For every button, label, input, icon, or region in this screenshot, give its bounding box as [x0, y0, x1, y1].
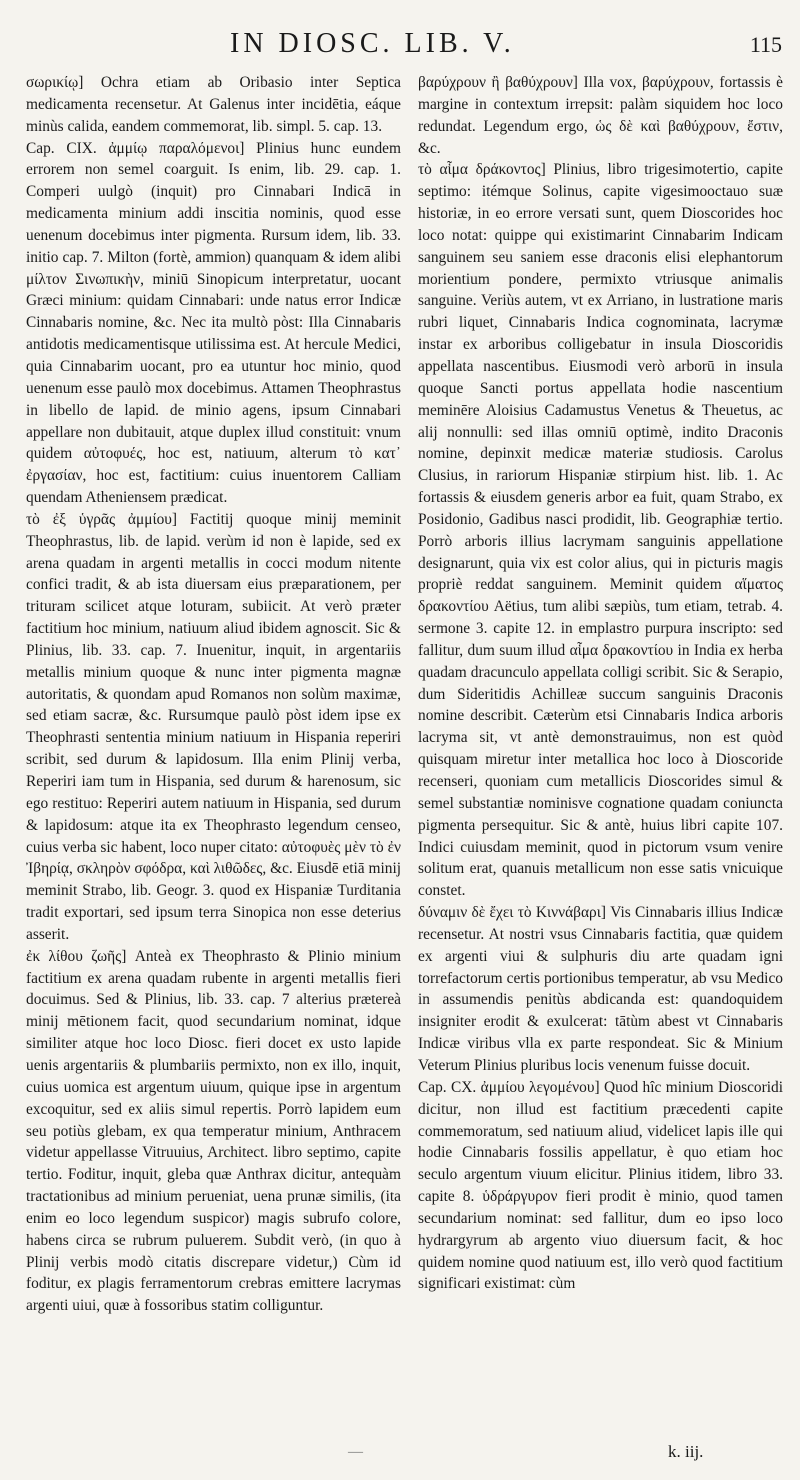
paragraph: Cap. CX. ἀμμίου λεγομένου] Quod hîc minium Dioscoridi dicitur, non illud est factitium præcedenti capite commemoratum, sed natiuum aliud, videlicet lapis ille qui hodie Cinnabaris fossilis appellatur, è quo etiam hoc seculo argentum viuum elicitur. Plinius itidem, libro 33. capite 8. ὑδράργυρον fieri prodit è minio, quod tamen secundarium nominat: sed fallitur, dum eo ipso loco hydrargyrum ab argento viuo diuersum facit, & hoc quidem nomine quod natiuum est, illo verò quod factitium significari existimat: cùm [418, 1078, 783, 1293]
footer-mark: — [348, 1444, 363, 1460]
signature-mark: k. iij. [668, 1442, 704, 1461]
paragraph: βαρύχρουν ἢ βαθύχρουν] Illa vox, βαρύχρουν, fortassis è margine in contextum irrepsit: palàm siquidem hoc loco redundat. Legendum ergo, ὡς δὲ καὶ βαθύχρουν, ἔστιν, &c. [418, 74, 783, 157]
running-head [0, 22, 800, 62]
column-gutter [408, 70, 409, 1430]
page-number: 115 [749, 32, 782, 57]
paragraph: ἐκ λίθου ζωῆς] Anteà ex Theophrasto & Plinio minium factitium ex arena quadam rubente in argenti metallis fieri docuimus. Sed & Plinius, lib. 33. cap. 7 alterius prætereà minij mētionem facit, quod secundarium nominat, idque similiter atque hoc loco Diosc. fieri docet ex usto lapide uenis argentariis & plumbariis permixto, non ex illo, inquit, cuius uomica est argentum uiuum, quique ipse in argentum excoquitur, sed ex aliis simul repertis. Porrò lapidem eum seu potiùs glebam, ex qua temperatur minium, Anthracem videtur appellasse Vitruuius, Architect. libro septimo, capite tertio. Foditur, inquit, gleba quæ Anthrax dicitur, antequàm tractationibus ad minium perueniat, uena prunæ similis, (ita enim eo loco legendum suspicor) magis subrufo colore, habens circa se rubrum puluerem. Subdit verò, (in quo à Plinij verbis modò citatis discrepare videtur,) Cùm id foditur, ex plagis ferramentorum crebras emittere lacrymas argenti uiui, quæ à fossoribus statim colliguntur. [26, 947, 401, 1315]
right-column [418, 72, 783, 1295]
left-column [26, 72, 401, 1317]
running-title: IN DIOSC. LIB. V. [230, 28, 515, 59]
paragraph: Cap. CIX. ἀμμίῳ παραλόμενοι] Plinius hunc eundem errorem non semel coarguit. Is enim, lib. 29. cap. 1. Comperi uulgò (inquit) pro Cinnabari Indicā in medicamenta minium addi inscitia nominis, quod esse uenenum docebimus inter pigmenta. Rursum idem, lib. 33. initio cap. 7. Milton (fortè, ammion) quanquam & idem alibi μίλτον Σινωπικὴν, miniū Sinopicum interpretatur, uocant Græci minium: quidam Cinnabari: unde natus error Indicæ Cinnabaris nomine, &c. Nec ita multò pòst: Illa Cinnabaris antidotis medicamentisque utilissima est. At hercule Medici, quia Cinnabarim uocant, pro ea utuntur hoc minio, quod uenenum esse paulò mox docebimus. Attamen Theophrastus in libello de lapid. de minio agens, ipsum Cinnabari appellare non dubitauit, atque duplex illud constituit: vnum quidem αὐτοφυές, hoc est, natiuum, alterum τὸ κατ᾽ ἐργασίαν, hoc est, factitium: cuius inuentorem Calliam quendam Atheniensem prædicat. [26, 139, 401, 507]
paragraph: σωρικίῳ] Ochra etiam ab Oribasio inter Septica medicamenta recensetur. At Galenus inter incidētia, eáque minùs calida, eandem commemorat, lib. simpl. 5. cap. 13. [26, 74, 401, 135]
paragraph: τὸ αἷμα δράκοντος] Plinius, libro trigesimotertio, capite septimo: itémque Solinus, capite vigesimooctauo suæ historiæ, in eo errore versati sunt, quem Dioscorides hoc loco notat: quippe qui existimarint Cinnabarim Indicam sanguinem seu saniem esse draconis elisi elephantorum morientium pondere, permixto vtriusque animalis sanguine. Veriùs autem, vt ex Arriano, in lustratione maris rubri liquet, Cinnabaris Indica cognominata, lacrymæ instar ex arboribus colligebatur in insula Dioscoridis appellata nascentibus. Eiusmodi verò arborū in insula quoque Sancti portus appellata hodie nascentium meminēre Aloisius Cadamustus Venetus & Theuetus, ac alij nonnulli: sed illas omniū optimè, indito Draconis nomine, depinxit medicæ materiæ studiosis. Carolus Clusius, in rariorum Hispaniæ stirpium hist. lib. 1. Ac fortassis & eiusdem generis arbor ea fuit, quam Strabo, ex Posidonio, Gadibus nasci prodidit, lib. Geographiæ tertio. Porrò arboris illius lacrymam sanguinis appellatione designarunt, quia vix est color alius, qui in picturis magis propriè reddat sanguinem. Meminit quidem αἵματος δρακοντίου Aëtius, tum alibi sæpiùs, tum etiam, tetrab. 4. sermone 3. capite 12. in emplastro purpura inscripto: sed fallitur, dum suum illud αἷμα δρακοντίου in India ex herba quadam dracunculo appellata colligi scribit. Sic & Serapio, dum Sideritidis Achilleæ succum sanguinis Draconis nomine describit. Cæterùm etsi Cinnabaris Indica arboris lacryma sit, vt antè demonstrauimus, non est quòd quisquam miretur inter metallica hoc loco à Dioscoride recenseri, quoniam cum metallicis Dioscorides simul & semel substantiæ nominisve cognatione quadam coniuncta pigmenta persequitur. Sic & antè, huius libri capite 107. Indici cuiusdam meminit, quod in pictorum vsum venire solitum erat, quanuis metallicum non esse satis vnicuique constet. [418, 161, 783, 900]
paragraph: δύναμιν δὲ ἔχει τὸ Κιννάβαρι] Vis Cinnabaris illius Indicæ recensetur. At nostri vsus Cinnabaris factitia, quæ quidem ex argenti viui & sulphuris diu arte quadam igni torrefactorum certis portionibus temperatur, ab vsu Medico in assumendis penitùs abdicanda est: quandoquidem insigniter erodit & exulcerat: tātùm abest vt Cinnabaris Indicæ viribus vlla ex parte respondeat. Sic & Minium Veterum Plinius pluribus locis venenum fuisse docuit. [418, 904, 783, 1074]
paragraph: τὸ ἐξ ὑγρᾶς ἀμμίου] Factitij quoque minij meminit Theophrastus, lib. de lapid. verùm id non è lapide, sed ex arena quadam in argenti metallis in cocci modum nitente confici tradit, & ab ista diuersam eius præparationem, per trituram scilicet atque loturam, subiicit. At verò præter factitium hoc minium, natiuum aliud ibidem agnoscit. Sic & Plinius, lib. 33. cap. 7. Inuenitur, inquit, in argentariis metallis minium quoque & nunc inter pigmenta magnæ autoritatis, & quondam apud Romanos non solùm maximæ, sed etiam sacræ, &c. Rursumque paulò pòst idem ipse ex Theophrasti sententia minium natiuum in Hispania reperiri scribit, sed durum & lapidosum. Illa enim Plinij verba, Reperiri iam tum in Hispania, sed durum & harenosum, sic ego restituo: Reperiri autem natiuum in Hispania, sed durum & lapidosum: atque ita ex Theophrasto legendum censeo, cuius verba sic habent, loco nuper citato: αὐτοφυὲς μὲν τὸ ἐν Ἰβηρίᾳ, σκληρὸν σφόδρα, καὶ λιθῶδες, &c. Eiusdē etiā minij meminit Strabo, lib. Geogr. 3. quod ex Hispaniæ Turditania tradit exportari, sed ipsum terra Sinopica non esse deterius asserit. [26, 510, 401, 943]
page-footer [0, 1442, 800, 1472]
